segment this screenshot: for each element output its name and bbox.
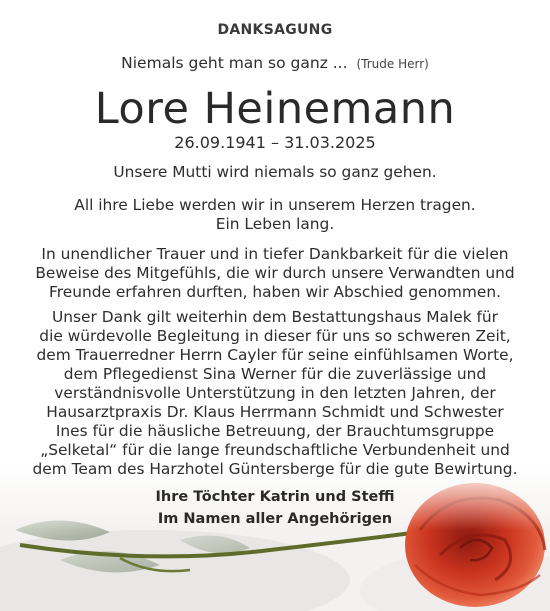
paragraph-line: dem Team des Harzhotel Güntersberge für die gute Bewirtung. <box>32 460 518 478</box>
paragraph-3 <box>0 245 550 302</box>
paragraph-line: die würdevolle Begleitung in dieser für uns so schweren Zeit, <box>39 327 511 345</box>
motto-text: Niemals geht man so ganz ... <box>121 54 348 72</box>
paragraph-4 <box>0 308 550 479</box>
paragraph-line: dem Trauerredner Herrn Cayler für seine einfühlsamen Worte, <box>36 346 514 364</box>
signature-line: Im Namen aller Angehörigen <box>157 511 393 527</box>
deceased-name: Lore Heinemann <box>94 84 456 134</box>
motto <box>0 54 550 72</box>
paragraph-line: verständnisvolle Unterstützung in den letzten Jahren, der <box>54 384 496 402</box>
paragraph-line: dem Pflegedienst Sina Werner für die zuverlässige und <box>63 365 487 383</box>
paragraph-line: Hausarztpraxis Dr. Klaus Herrmann Schmidt und Schwester <box>46 403 504 421</box>
paragraph-line: Beweise des Mitgefühls, die wir durch unsere Verwandten und <box>35 264 515 282</box>
paragraph-line: Ines für die häusliche Betreuung, der Brauchtumsgruppe <box>55 422 495 440</box>
paragraph-line: Unsere Mutti wird niemals so ganz gehen. <box>113 163 437 181</box>
motto-author: (Trude Herr) <box>356 57 429 71</box>
paragraph-line: Ein Leben lang. <box>215 215 335 233</box>
life-dates: 26.09.1941 – 31.03.2025 <box>174 133 376 152</box>
signature-line: Ihre Töchter Katrin und Steffi <box>155 489 395 505</box>
heading: DANKSAGUNG <box>217 22 333 38</box>
paragraph-line: Unser Dank gilt weiterhin dem Bestattungshaus Malek für <box>52 308 498 326</box>
paragraph-line: „Selketal“ für die lange freundschaftliche Verbundenheit und <box>40 441 510 459</box>
paragraph-line: Freunde erfahren durften, haben wir Abschied genommen. <box>49 283 501 301</box>
signature <box>0 486 550 530</box>
paragraph-line: In unendlicher Trauer und in tiefer Dankbarkeit für die vielen <box>41 245 509 263</box>
paragraph-1 <box>0 163 550 182</box>
paragraph-line: All ihre Liebe werden wir in unserem Herzen tragen. <box>74 196 476 214</box>
paragraph-2 <box>0 196 550 234</box>
